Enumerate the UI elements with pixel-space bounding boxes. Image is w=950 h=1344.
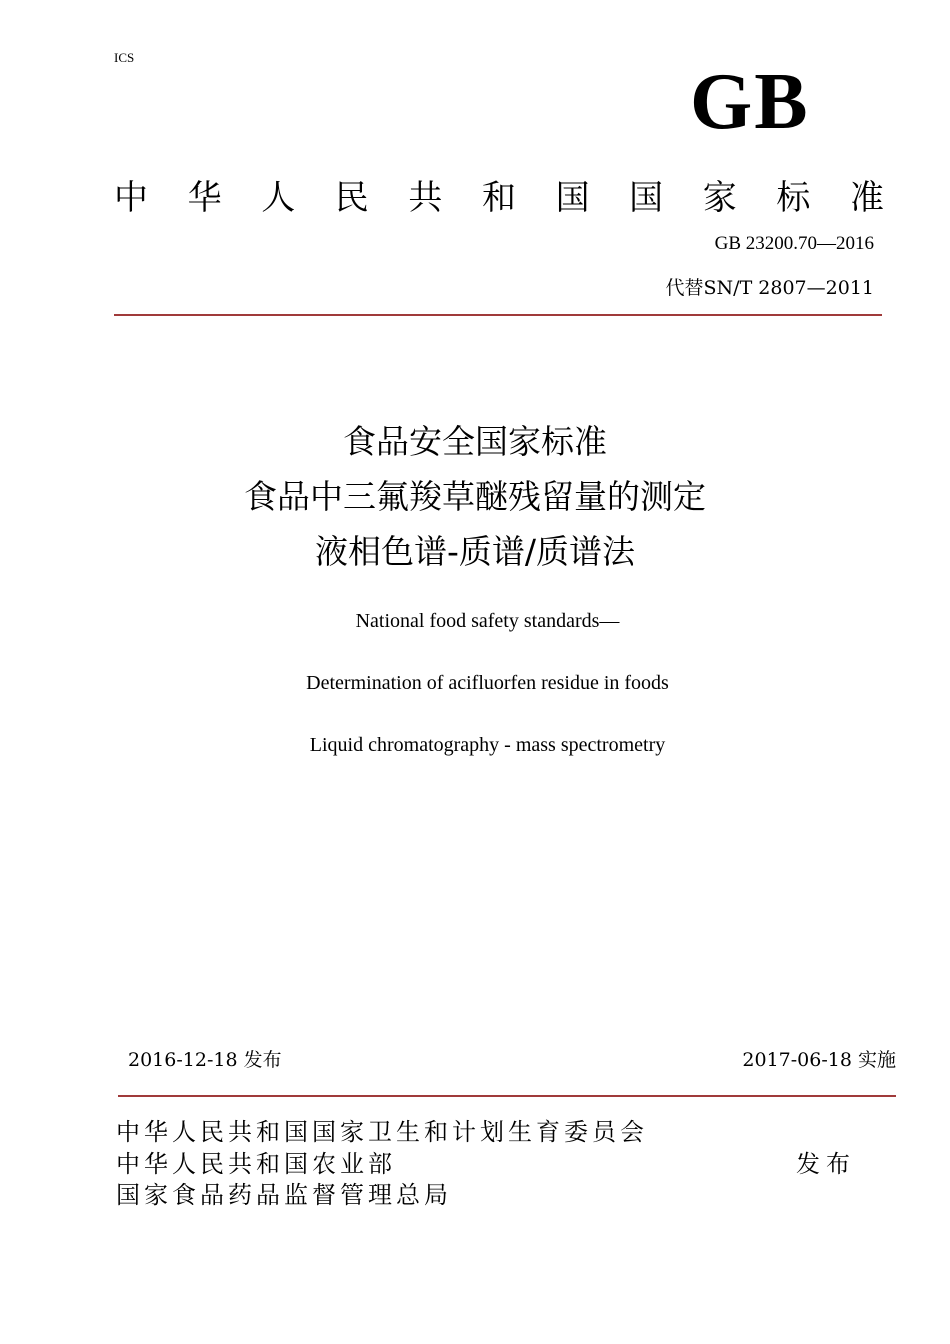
- title-char: 人: [261, 178, 296, 218]
- ics-label: ICS: [114, 50, 135, 65]
- publish-label: 发布: [796, 1150, 856, 1178]
- issuer-line1: 中华人民共和国国家卫生和计划生育委员会: [116, 1118, 648, 1146]
- implementation-date: 2017-06-18 实施: [742, 1049, 896, 1071]
- title-zh-line1: 食品安全国家标准: [343, 422, 607, 461]
- title-en-line2: Determination of acifluorfen residue in foods: [306, 672, 669, 694]
- title-zh-line2: 食品中三氟羧草醚残留量的测定: [244, 477, 706, 516]
- replaces-standard: 代替SN/T 2807—2011: [665, 277, 874, 299]
- top-divider: [114, 314, 882, 316]
- issue-date: 2016-12-18 发布: [128, 1049, 282, 1071]
- title-char: 标: [776, 178, 811, 218]
- title-char: 和: [481, 178, 516, 218]
- title-char: 共: [408, 178, 443, 218]
- standard-number: GB 23200.70—2016: [714, 233, 874, 254]
- title-char: 华: [187, 178, 222, 218]
- title-char: 国: [629, 178, 664, 218]
- national-standard-title: [114, 178, 884, 218]
- title-en-line1: National food safety standards—: [355, 610, 620, 632]
- title-char: 中: [114, 178, 148, 218]
- title-char: 民: [334, 178, 369, 218]
- title-en-line3: Liquid chromatography - mass spectrometry: [309, 734, 666, 756]
- issuer-line2: 中华人民共和国农业部: [116, 1150, 396, 1178]
- issuer-line3: 国家食品药品监督管理总局: [116, 1181, 452, 1209]
- bottom-divider: [118, 1095, 896, 1097]
- title-zh-line3: 液相色谱-质谱/质谱法: [314, 532, 636, 571]
- gb-mark: GB: [690, 58, 810, 146]
- title-char: 国: [555, 178, 590, 218]
- title-char: 家: [702, 178, 737, 218]
- title-char: 准: [849, 178, 884, 218]
